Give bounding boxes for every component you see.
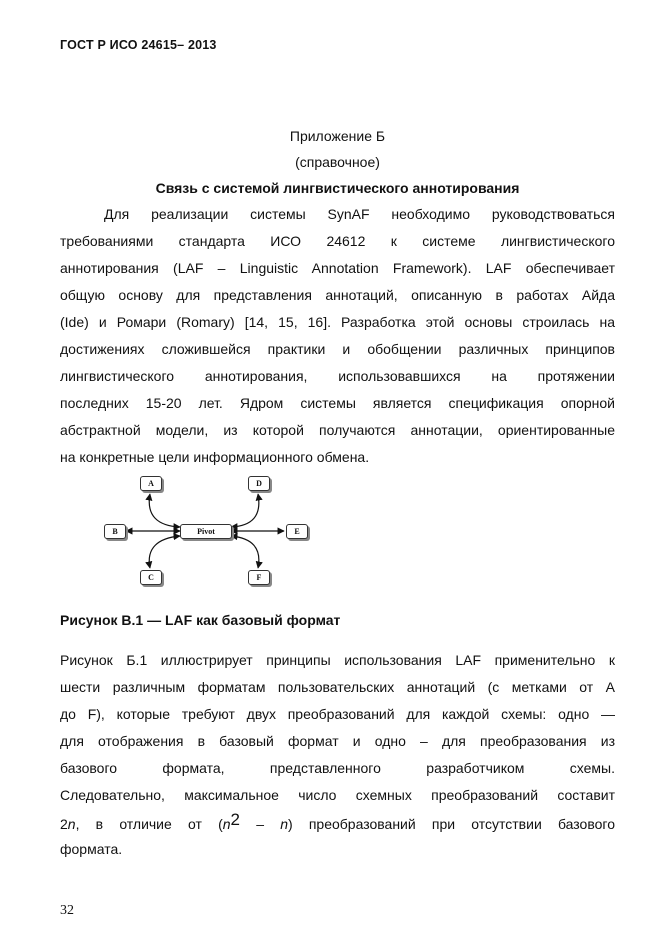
- paragraph-line: достижениях сложившейся практики и обобщении различных принципов: [60, 341, 615, 357]
- paragraph-line: Для реализации системы SynAF необходимо руководствоваться: [104, 206, 615, 222]
- paragraph-line: лингвистического аннотирования, использовавшихся на протяжении: [60, 368, 615, 384]
- paragraph-line: базового формата, представленного разработчиком схемы.: [60, 760, 615, 776]
- paragraph-line: Рисунок Б.1 иллюстрирует принципы использования LAF применительно к: [60, 652, 615, 668]
- formula-2n: 2n: [60, 816, 76, 832]
- paragraph-line: до F), которые требуют двух преобразований для каждой схемы: одно —: [60, 706, 615, 722]
- paragraph-line: (Ide) и Ромари (Romary) [14, 15, 16]. Разработка этой основы строилась на: [60, 314, 615, 330]
- figure-caption: Рисунок В.1 — LAF как базовый формат: [60, 612, 341, 628]
- paragraph-line: абстрактной модели, из которой получаются аннотации, ориентированные: [60, 422, 615, 438]
- paragraph-line: общую основу для представления аннотаций, описанную в работах Айда: [60, 287, 615, 303]
- paragraph-line: формата.: [60, 841, 123, 857]
- paragraph-line: требованиями стандарта ИСО 24612 к системе лингвистического: [60, 233, 615, 249]
- format-node-a: A: [140, 476, 162, 491]
- paragraph-line: аннотирования (LAF – Linguistic Annotation Framework). LAF обеспечивает: [60, 260, 615, 276]
- appendix-heading: Связь с системой лингвистического аннотирования: [155, 180, 520, 196]
- appendix-kind: (справочное): [295, 154, 380, 170]
- paragraph-line: для отображения в базовый формат и одно – для преобразования из: [60, 733, 615, 749]
- format-node-d: D: [248, 476, 270, 491]
- format-node-f: F: [248, 570, 270, 585]
- paragraph-line: последних 15-20 лет. Ядром системы является спецификация опорной: [60, 395, 615, 411]
- arrow-pivot-a: [149, 494, 180, 527]
- format-node-e: E: [286, 524, 308, 539]
- paragraph-line: на конкретные цели информационного обмена.: [60, 449, 370, 465]
- format-node-b: B: [104, 524, 126, 539]
- paragraph-line: шести различным форматам пользовательских аннотаций (с метками от А: [60, 679, 615, 695]
- format-node-c: C: [140, 570, 162, 585]
- page-number: 32: [60, 903, 74, 918]
- paragraph-line: Следовательно, максимальное число схемных преобразований составит: [60, 787, 615, 803]
- arrow-pivot-d: [231, 494, 259, 527]
- document-code: ГОСТ Р ИСО 24615– 2013: [60, 38, 217, 52]
- formula-exponent: 2: [230, 810, 240, 829]
- pivot-node: Pivot: [180, 524, 232, 539]
- formula-line: 2n, в отличие от (n2 – n) преобразований при отсутствии базового: [60, 810, 615, 832]
- appendix-title: Приложение Б: [289, 128, 386, 144]
- arrow-pivot-f: [231, 536, 259, 568]
- arrow-pivot-c: [149, 536, 180, 568]
- laf-pivot-diagram: [100, 472, 320, 592]
- formula-n-squared-base: n: [222, 816, 231, 832]
